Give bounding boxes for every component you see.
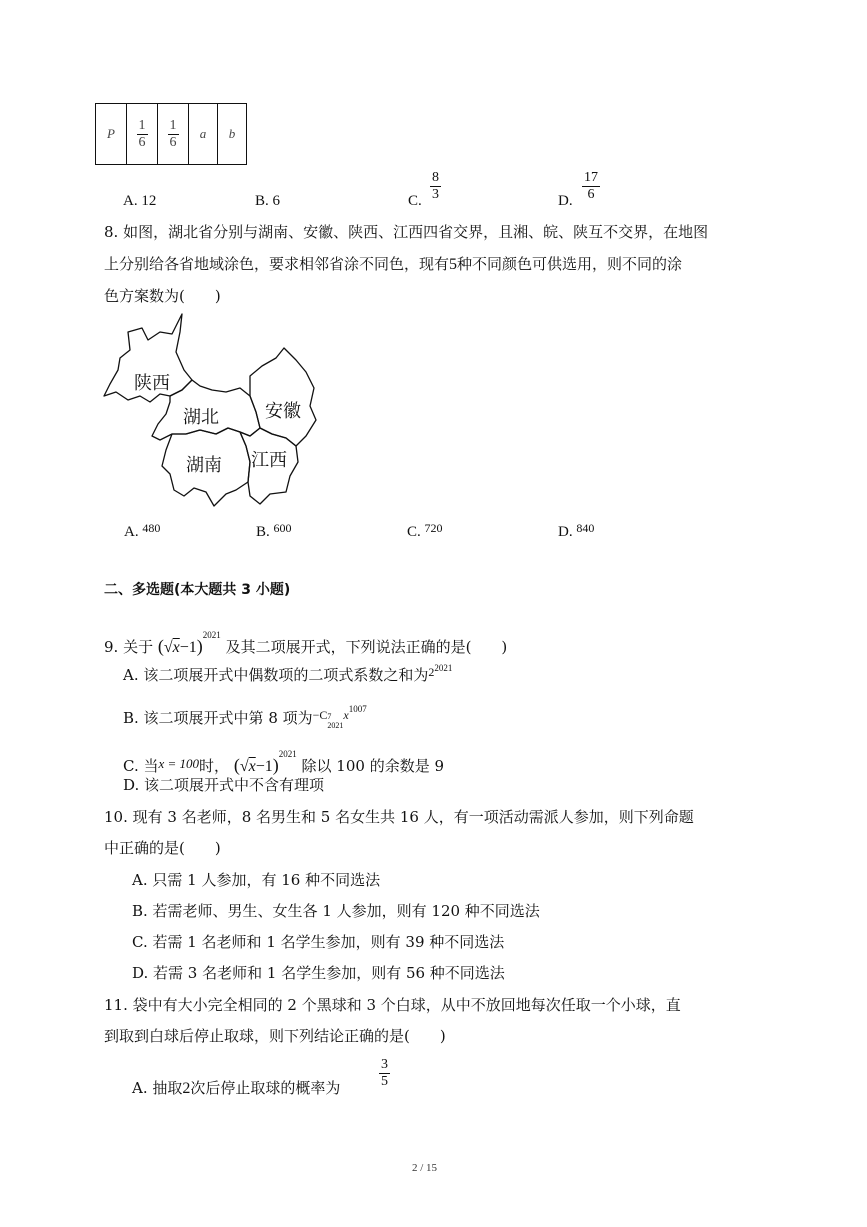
page-number: 2 / 15 bbox=[412, 1162, 438, 1174]
q11-line-1: 11. 袋中有大小完全相同的 2 个黑球和 3 个白球，从中不放回地每次任取一个小球，直 bbox=[104, 996, 681, 1014]
q10-line-2: 中正确的是( ) bbox=[104, 839, 221, 857]
map-label-shaanxi: 陕西 bbox=[134, 373, 170, 394]
table-cell-p: P bbox=[96, 104, 127, 165]
q8-line-3: 色方案数为( ) bbox=[104, 287, 221, 305]
table-cell-frac-2: $\frac{1}{6}$ bbox=[158, 104, 189, 165]
q8-option-d: D. $^{840}$ bbox=[558, 521, 595, 540]
q7-option-c-fraction: $\frac{8}{3}$ bbox=[432, 170, 439, 202]
map-label-jiangxi: 江西 bbox=[251, 450, 287, 471]
q11-option-a-fraction: $\frac{3}{5}$ bbox=[381, 1057, 388, 1089]
q8-option-c: C. $^{720}$ bbox=[407, 521, 443, 540]
q9-option-b: B. 该二项展开式中第 8 项为$^{-C}$ 7 2021 $^{x1007}$ bbox=[123, 704, 367, 730]
q7-option-d-label: D. bbox=[558, 193, 573, 209]
q7-option-a: A. 12 bbox=[123, 193, 157, 209]
q7-option-c-label: C. bbox=[408, 193, 422, 209]
map-label-anhui: 安徽 bbox=[265, 401, 301, 422]
table-cell-a: a bbox=[189, 104, 218, 165]
q9-option-d: D. 该二项展开式中不含有理项 bbox=[123, 776, 325, 794]
map-label-hubei: 湖北 bbox=[183, 407, 219, 428]
section-heading: 二、多选题(本大题共 3 小题) bbox=[104, 582, 291, 598]
q10-option-c: C. 若需 1 名老师和 1 名学生参加，则有 39 种不同选法 bbox=[132, 933, 505, 951]
q8-line-1: 8. 如图，湖北省分别与湖南、安徽、陕西、江西四省交界，且湘、皖、陕互不交界，在地图 bbox=[104, 223, 709, 241]
q8-option-a: A. $^{480}$ bbox=[124, 521, 161, 540]
q11-option-a: A. 抽取2次后停止取球的概率为 bbox=[132, 1079, 341, 1097]
q9-stem: 9. 关于 $(√x-1)^{2021}$ 及其二项展开式，下列说法正确的是( ) bbox=[104, 630, 508, 656]
distribution-table bbox=[95, 103, 247, 165]
q10-line-1: 10. 现有 3 名老师，8 名男生和 5 名女生共 16 人，有一项活动需派人参加，则下列命题 bbox=[104, 808, 694, 826]
table-cell-b: b bbox=[218, 104, 247, 165]
q7-option-d-fraction: $\frac{17}{6}$ bbox=[584, 170, 598, 202]
q8-line-2: 上分别给各省地域涂色，要求相邻省涂不同色，现有5种不同颜色可供选用，则不同的涂 bbox=[104, 255, 683, 273]
q10-option-a: A. 只需 1 人参加，有 16 种不同选法 bbox=[132, 871, 381, 889]
q10-option-b: B. 若需老师、男生、女生各 1 人参加，则有 120 种不同选法 bbox=[132, 902, 540, 920]
map-label-hunan: 湖南 bbox=[186, 455, 222, 476]
q9-option-a: A. 该二项展开式中偶数项的二项式系数之和为$^{22021}$ bbox=[123, 663, 453, 684]
q9-option-c: C. 当x = 100时， $(√x-1)^{2021}$ 除以 100 的余数是 9 bbox=[123, 749, 445, 775]
q7-option-b: B. 6 bbox=[255, 193, 281, 209]
table-cell-frac-1: $\frac{1}{6}$ bbox=[127, 104, 158, 165]
q11-line-2: 到取到白球后停止取球，则下列结论正确的是( ) bbox=[104, 1027, 446, 1045]
q10-option-d: D. 若需 3 名老师和 1 名学生参加，则有 56 种不同选法 bbox=[132, 964, 505, 982]
q8-option-b: B. $^{600}$ bbox=[256, 521, 292, 540]
